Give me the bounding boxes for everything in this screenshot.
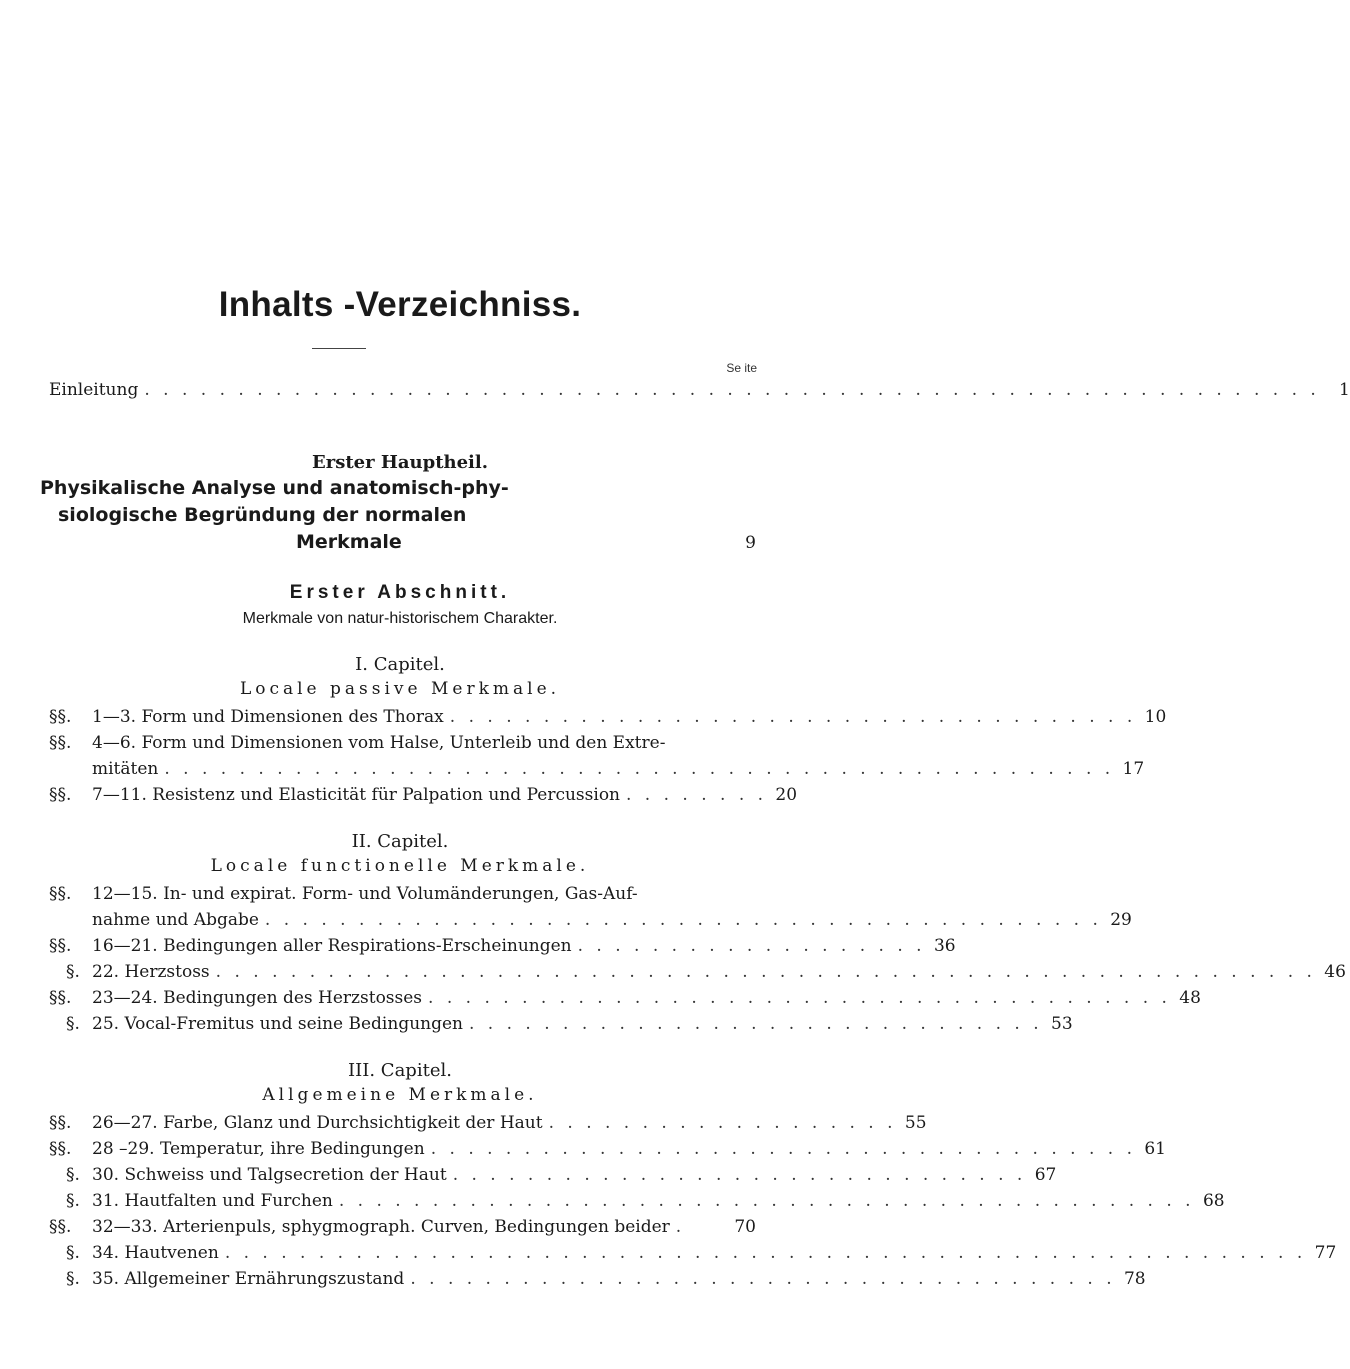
- entry-prefix: §.: [66, 1191, 80, 1211]
- dot-leader: . . . . . . . . . . . . . . . . . . . . . . . . . . . . . . . . . . . . . .: [410, 1269, 1116, 1289]
- dot-leader: . . . . . . . . . . . . . . . . . . .: [577, 936, 926, 956]
- part-title-line-2: siologische Begründung der normalen: [58, 504, 467, 526]
- dot-leader: . . . . . . . . . . . . . . . . . . . . . . . . . . . . . . . . . . . . . . . . . . . . . . . . . . .: [164, 759, 1115, 779]
- entry-page: 67: [1034, 1165, 1057, 1185]
- entry-text: 25. Vocal-Fremitus und seine Bedingungen: [92, 1014, 463, 1034]
- entry-text: mitäten: [92, 759, 159, 779]
- entry-text: 34. Hautvenen: [92, 1243, 219, 1263]
- entry-page: 46: [1324, 962, 1346, 982]
- entry-page: 9: [745, 533, 756, 553]
- entry-prefix: §§.: [49, 1217, 72, 1237]
- section-heading: Erster Abschnitt.: [289, 582, 511, 603]
- section-subtitle: Merkmale von natur-historischem Charakter.: [242, 610, 558, 627]
- dot-leader: . . . . . . . . . . . . . . . . . . . . . . . . . . . . . . . . . . . . . . . . . . . . . . . . . . . . . . . . . . .: [215, 962, 1316, 982]
- page-title: Inhalts -Verzeichniss.: [218, 285, 582, 324]
- entry-text: 30. Schweiss und Talgsecretion der Haut: [92, 1165, 447, 1185]
- toc-entry[interactable]: [49, 936, 956, 956]
- dot-leader: . . . . . . . . . . . . . . . . . . .: [548, 1113, 897, 1133]
- dot-leader: . . . . . . . . . . . . . . . . . . . . . . . . . . . . . . . . . . . . . . . . . . . . . . . . . . . . . . . . . .: [224, 1243, 1307, 1263]
- entry-page: 78: [1123, 1269, 1146, 1289]
- entry-page: 68: [1202, 1191, 1225, 1211]
- toc-entry[interactable]: [49, 785, 798, 805]
- toc-entry[interactable]: [66, 1165, 1057, 1185]
- entry-text: Merkmale: [296, 531, 402, 553]
- toc-entry[interactable]: [66, 962, 1346, 982]
- entry-page: 48: [1179, 988, 1201, 1008]
- toc-entry[interactable]: [49, 707, 1167, 727]
- entry-page: 20: [775, 785, 798, 805]
- dot-leader: . . . . . . . . . . . . . . . . . . . . . . . . . . . . . . . . . . . . . . . .: [428, 988, 1171, 1008]
- entry-prefix: §.: [66, 1243, 80, 1263]
- entry-prefix: §§.: [49, 707, 72, 727]
- dot-leader: . . . . . . . . . . . . . . . . . . . . . . . . . . . . . . .: [469, 1014, 1043, 1034]
- entry-text: 31. Hautfalten und Furchen: [92, 1191, 333, 1211]
- toc-entry[interactable]: [49, 988, 1201, 1008]
- entry-text: 23—24. Bedingungen des Herzstosses: [92, 988, 423, 1008]
- part-title-line-1: Physikalische Analyse und anatomisch-phy-: [40, 477, 509, 499]
- title-divider: [312, 348, 366, 349]
- entry-text: 28 –29. Temperatur, ihre Bedingungen: [92, 1139, 425, 1159]
- chapter-3-title: III. Capitel.: [348, 1060, 452, 1081]
- entry-text: Einleitung: [49, 380, 139, 400]
- dot-leader: .: [675, 1217, 686, 1237]
- entry-page: 10: [1144, 707, 1167, 727]
- entry-prefix: §.: [66, 1269, 80, 1289]
- entry-page: 61: [1144, 1139, 1166, 1159]
- entry-prefix: §§.: [49, 785, 72, 805]
- entry-page: 29: [1110, 910, 1132, 930]
- entry-page: 70: [734, 1217, 756, 1237]
- entry-prefix: §§.: [49, 1139, 72, 1159]
- dot-leader: . . . . . . . . . . . . . . . . . . . . . . . . . . . . . . . . . . . . .: [449, 707, 1137, 727]
- entry-prefix: §§.: [49, 884, 72, 904]
- entry-page: 1: [1339, 380, 1350, 400]
- entry-prefix: §§.: [49, 988, 72, 1008]
- entry-text: 16—21. Bedingungen aller Respirations-Erscheinungen: [92, 936, 572, 956]
- entry-prefix: §.: [66, 1165, 80, 1185]
- toc-entry[interactable]: [49, 1113, 927, 1133]
- dot-leader: . . . . . . . . . . . . . . . . . . . . . . . . . . . . . . . . . . . . . .: [430, 1139, 1136, 1159]
- entry-page: 55: [904, 1113, 927, 1133]
- chapter-3-subtitle: Allgemeine Merkmale.: [262, 1085, 538, 1105]
- entry-page: 53: [1051, 1014, 1073, 1034]
- dot-leader: . . . . . . . . . . . . . . . . . . . . . . . . . . . . . . . . . . . . . . . . . . . . .: [264, 910, 1102, 930]
- toc-entry[interactable]: [49, 1217, 756, 1237]
- dot-leader: . . . . . . . . . . . . . . . . . . . . . . . . . . . . . . . . . . . . . . . . . . . . . . . . . . . . . . . . . . . . . . .: [144, 380, 1320, 400]
- toc-entry[interactable]: [49, 1139, 1166, 1159]
- entry-text: 7—11. Resistenz und Elasticität für Palpation und Percussion: [92, 785, 620, 805]
- toc-entry[interactable]: [66, 1243, 1337, 1263]
- part-title-line-3[interactable]: [296, 531, 756, 553]
- seite-column-header: Se ite: [726, 361, 757, 375]
- entry-text: 32—33. Arterienpuls, sphygmograph. Curven, Bedingungen beider: [92, 1217, 670, 1237]
- toc-entry[interactable]: [49, 884, 756, 904]
- entry-page: 77: [1314, 1243, 1337, 1263]
- toc-entry[interactable]: [66, 1014, 1073, 1034]
- toc-entry[interactable]: [66, 1191, 1225, 1211]
- entry-text: 12—15. In- und expirat. Form- und Volumänderungen, Gas-Auf-: [92, 884, 638, 904]
- entry-prefix: §§.: [49, 1113, 72, 1133]
- chapter-1-title: I. Capitel.: [355, 654, 445, 675]
- chapter-1-subtitle: Locale passive Merkmale.: [239, 679, 561, 699]
- entry-page: 36: [933, 936, 956, 956]
- toc-entry-einleitung[interactable]: [49, 380, 1350, 400]
- entry-prefix: §§.: [49, 936, 72, 956]
- entry-prefix: §.: [66, 962, 80, 982]
- entry-prefix: §.: [66, 1014, 80, 1034]
- dot-leader: . . . . . . . .: [626, 785, 768, 805]
- entry-text: nahme und Abgabe: [92, 910, 259, 930]
- part-heading: Erster Hauptheil.: [312, 452, 488, 473]
- entry-text: 22. Herzstoss: [92, 962, 210, 982]
- entry-page: 17: [1122, 759, 1145, 779]
- entry-text: 4—6. Form und Dimensionen vom Halse, Unterleib und den Extre-: [92, 733, 666, 753]
- dot-leader: . . . . . . . . . . . . . . . . . . . . . . . . . . . . . . . . . . . . . . . . . . . . . .: [338, 1191, 1195, 1211]
- toc-entry[interactable]: [49, 733, 756, 753]
- entry-text: 1—3. Form und Dimensionen des Thorax: [92, 707, 444, 727]
- dot-leader: . . . . . . . . . . . . . . . . . . . . . . . . . . . . . . .: [452, 1165, 1027, 1185]
- toc-entry-continuation[interactable]: [92, 910, 1132, 930]
- entry-text: 26—27. Farbe, Glanz und Durchsichtigkeit der Haut: [92, 1113, 543, 1133]
- entry-text: 35. Allgemeiner Ernährungszustand: [92, 1269, 405, 1289]
- toc-entry-continuation[interactable]: [92, 759, 1145, 779]
- entry-prefix: §§.: [49, 733, 72, 753]
- chapter-2-title: II. Capitel.: [351, 831, 449, 852]
- toc-entry[interactable]: [66, 1269, 1146, 1289]
- chapter-2-subtitle: Locale functionelle Merkmale.: [210, 856, 590, 876]
